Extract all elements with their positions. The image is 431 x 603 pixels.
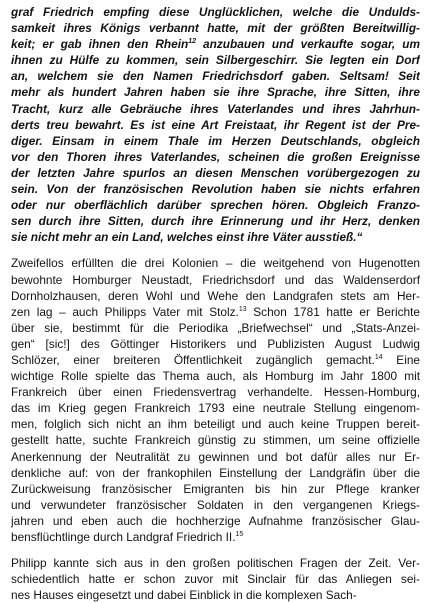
text-segment: Eine: [382, 352, 420, 367]
text-segment: sen durch ihre Sitten, durch ihre Erinnerung und ihr Herz, denken: [11, 214, 420, 229]
text-segment: Tracht, kurz alle Gebräuche ihres Vaterlandes und ihres Jahrhun-: [11, 101, 420, 116]
text-line: [11, 432, 420, 448]
text-segment: ihnen zu Hülfe zu kommen, sein Silbergeschirr. Sie legten ein Dorf: [11, 53, 420, 68]
body-paragraph-2: [11, 555, 420, 603]
text-line: [11, 229, 420, 245]
text-segment: Philipp kannte sich aus in den großen politischen Fragen der Zeit. Ver-: [11, 556, 420, 571]
text-line: [11, 384, 420, 400]
text-segment: gestellt hatte, suchte Frankreich günstig zu stimmen, um seine offizielle: [11, 433, 420, 448]
text-segment: wichtige Rolle spielte das Thema auch, als Homburg im Jahr 1800 mit: [11, 369, 420, 384]
text-line: [11, 497, 420, 513]
text-line: [11, 101, 420, 117]
text-segment: der letzten Jahre spurlos an diesen Menschen vorübergezogen zu: [11, 165, 420, 180]
text-segment: oder nur oberflächlich darüber sprechen hören. Obgleich Franzo-: [11, 198, 420, 213]
text-segment: über sie, bestimmt für die Periodika „Briefwechsel“ und „Stats-Anzei-: [11, 320, 420, 335]
text-segment: an, welchem sie den Namen Friedrichsdorf gaben. Seltsam! Seit: [11, 69, 420, 84]
text-line: [11, 320, 420, 336]
text-line: [11, 181, 420, 197]
text-line: [11, 288, 420, 304]
text-line: [11, 481, 420, 497]
text-segment: das im Krieg gegen Frankreich 1793 eine neutrale Stellung eingenom-: [11, 401, 420, 416]
text-segment: bensflüchtlinge durch Landgraf Friedrich II.: [11, 530, 236, 544]
text-segment: Anerkennung der Neutralität zu gewinnen und bot dafür alles nur Er-: [11, 449, 420, 464]
text-segment: graf Friedrich empfing diese Unglücklichen, welche die Undulds-: [11, 5, 420, 19]
text-segment: jahren und eben auch die hochherzige Aufnahme französischer Glau-: [11, 513, 420, 528]
paragraph-gap: [11, 545, 420, 555]
text-line: [11, 272, 420, 288]
text-line: [11, 68, 420, 84]
text-segment: denkliche auf: von der frankophilen Einstellung der Landgräfin über die: [11, 465, 420, 480]
text-line: [11, 36, 420, 52]
text-line: [11, 149, 420, 165]
text-segment: sein. Von der französischen Revolution haben sie nichts erfahren: [11, 182, 420, 197]
text-line: [11, 416, 420, 432]
text-line: [11, 400, 420, 416]
text-line: [11, 165, 420, 181]
text-segment: keit; er gab ihnen den Rhein: [11, 37, 189, 52]
text-segment: Zweifellos erfüllten die drei Kolonien – die weitgehend von Hugenotten: [11, 256, 420, 271]
paragraph-gap: [11, 245, 420, 255]
footnote-marker: 13: [238, 305, 247, 313]
text-segment: derts treu bewahrt. Es ist eine Art Freistaat, ihr Regent ist der Pre-: [11, 117, 420, 132]
text-segment: sie nicht mehr an ein Land, welches einst ihre Väter ausstieß.“: [11, 230, 363, 245]
text-line: [11, 465, 420, 481]
text-line: [11, 513, 420, 529]
text-segment: und verwundeter französischer Soldaten in den vergangenen Kriegs-: [11, 497, 420, 512]
text-line: [11, 213, 420, 229]
text-segment: zen lag – auch Philipps Vater mit Stolz.: [11, 304, 239, 319]
text-line: [11, 52, 420, 68]
text-segment: bewohnte Homburger Neustadt, Friedrichsdorf und das Waldenserdorf: [11, 272, 420, 287]
text-line: [11, 555, 420, 571]
footnote-marker: 14: [374, 353, 383, 361]
text-line: [11, 352, 420, 368]
footnote-marker: 12: [188, 38, 197, 46]
text-line: [11, 84, 420, 100]
text-segment: diger. Einsam in einem Thale im Herzen Deutschlands, obgleich: [11, 133, 420, 148]
text-segment: mehr als hundert Jahren haben sie ihre Sprache, ihre Sitten, ihre: [11, 85, 420, 100]
text-segment: Schlözer, einer breiteren Öffentlichkeit zugänglich gemacht.: [11, 352, 375, 367]
text-line: [11, 336, 420, 352]
body-paragraph-1: [11, 255, 420, 545]
text-line: [11, 133, 420, 149]
text-segment: nes Hauses eingesetzt und dabei Einblick in die komplexen Sach-: [11, 588, 357, 603]
text-segment: Schon 1781 hatte er Berichte: [246, 304, 420, 319]
text-line: [11, 449, 420, 465]
text-segment: vor den Thoren ihres Vaterlandes, scheinen die großen Ereignisse: [11, 149, 420, 164]
text-segment: Dornholzhausen, deren Wohl und Wehe den Landgrafen stets am Her-: [11, 288, 420, 303]
text-line: [11, 571, 420, 587]
text-segment: anzubauen und verkaufte sogar, um: [196, 37, 420, 52]
text-line: [11, 197, 420, 213]
text-line: [11, 529, 420, 545]
text-line: [11, 368, 420, 384]
footnote-marker: 15: [235, 531, 244, 538]
text-segment: gen“ [sic!] des Göttinger Historikers und Publizisten August Ludwig: [11, 336, 420, 351]
text-line: [11, 20, 420, 36]
text-line: [11, 304, 420, 320]
text-segment: men, folglich sich nicht an ihm beteiligt und auch keine Truppen bereit-: [11, 417, 420, 432]
text-line: [11, 117, 420, 133]
text-segment: Frankreich über einen Friedensvertrag verhandelte. Hessen-Homburg,: [11, 385, 420, 400]
text-line: [11, 4, 420, 20]
text-segment: samkeit ihres Königs verbannt hatte, mit der größten Bereitwillig-: [11, 21, 420, 36]
text-segment: schiedentlich hatte er schon zuvor mit Sinclair für das Anliegen sei-: [11, 572, 420, 587]
text-segment: Zurückweisung französischer Emigranten bis hin zur Pflege kranker: [11, 481, 420, 496]
text-line: [11, 255, 420, 271]
text-line: [11, 587, 420, 603]
block-quote: [11, 4, 420, 245]
